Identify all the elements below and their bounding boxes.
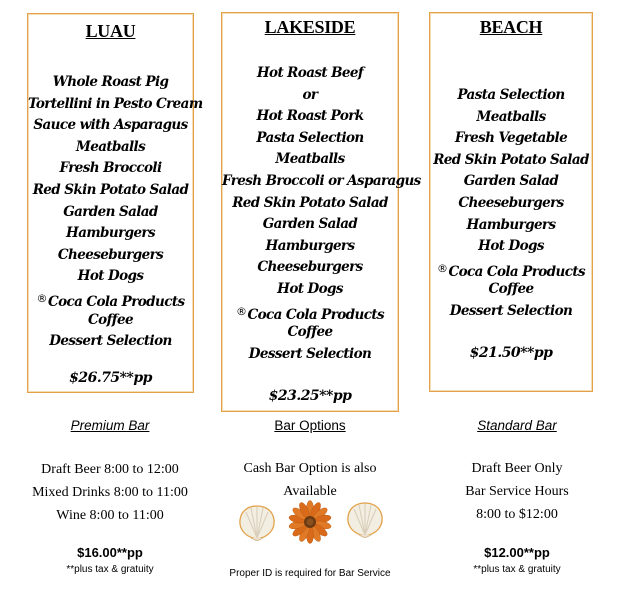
lakeside-menu-item-label: Hot Roast Pork [256, 108, 364, 125]
luau-menu-item-label: Garden Salad [63, 203, 158, 220]
luau-price: $26.75**pp [69, 370, 152, 386]
registered-mark-icon: ® [437, 261, 448, 275]
lakeside-menu-item [222, 128, 398, 150]
lakeside-menu-item [222, 214, 398, 236]
premium-bar-line: Wine 8:00 to 11:00 [56, 508, 164, 523]
premium-bar-line: Mixed Drinks 8:00 to 11:00 [32, 485, 188, 500]
luau-menu-item-label: Whole Roast Pig [52, 74, 169, 90]
beach-menu-item [430, 171, 592, 193]
lakeside-menu-item [222, 85, 398, 107]
luau-item-list [28, 72, 203, 353]
bar-options-note: Proper ID is required for Bar Service [229, 568, 391, 579]
beach-menu-item-label: Hamburgers [466, 216, 556, 233]
lakeside-menu-item-label: Cheeseburgers [257, 259, 363, 276]
premium-bar-title: Premium Bar [70, 418, 150, 433]
beach-menu-item-label: Coca Cola Products [448, 263, 585, 280]
beach-menu-item-label: Cheeseburgers [458, 194, 564, 211]
lakeside-menu-item-label: Hot Dogs [277, 280, 343, 297]
beach-menu-item [430, 301, 592, 323]
standard-bar-note: **plus tax & gratuity [473, 564, 561, 575]
standard-bar-title: Standard Bar [477, 418, 557, 433]
beach-menu-card [429, 12, 593, 392]
lakeside-menu-item-label: Hot Roast Beef [256, 65, 364, 81]
standard-bar-line: Draft Beer Only [471, 461, 563, 476]
luau-menu-item [28, 310, 193, 332]
bar-options-line: Cash Bar Option is also [243, 461, 377, 476]
lakeside-menu-item-label: Pasta Selection [256, 129, 364, 146]
luau-menu-item-label: Tortellini in Pesto Cream [28, 95, 203, 112]
luau-menu-item [28, 266, 193, 288]
bar-options-title: Bar Options [274, 418, 346, 433]
lakeside-menu-item [222, 193, 398, 215]
luau-menu-item [28, 202, 193, 224]
lakeside-menu-item-label: Meatballs [275, 151, 345, 168]
premium-bar-line: Draft Beer 8:00 to 12:00 [41, 462, 179, 477]
beach-menu-item-label: Pasta Selection [457, 87, 565, 103]
premium-bar-price: $16.00**pp [77, 545, 143, 560]
lakeside-menu-item-label: Coca Cola Products [247, 306, 384, 323]
luau-menu-item-label: Hamburgers [66, 225, 155, 242]
lakeside-menu-item [222, 63, 398, 85]
beach-menu-item [430, 107, 592, 129]
luau-menu-item-label: Coca Cola Products [47, 293, 185, 310]
beach-menu-item-label: Red Skin Potato Salad [433, 151, 589, 168]
lakeside-item-list [222, 63, 421, 365]
lakeside-menu-item [222, 344, 398, 366]
beach-menu-item-label: Garden Salad [463, 173, 559, 190]
lakeside-menu-item-label: or [302, 86, 318, 103]
beach-menu-item-label: Meatballs [476, 108, 546, 125]
beach-menu-item-label: Dessert Selection [449, 302, 573, 319]
beach-menu-item-label: Coffee [488, 281, 534, 298]
beach-menu-item [430, 150, 592, 172]
beach-menu-item [430, 193, 592, 215]
lakeside-menu-item [222, 279, 398, 301]
lakeside-menu-item [222, 171, 421, 193]
beach-menu-item [430, 215, 592, 237]
flower-icon [288, 500, 332, 544]
luau-menu-item-label: Coffee [88, 311, 133, 328]
luau-menu-item [28, 158, 193, 180]
beach-menu-item [430, 258, 592, 280]
lakeside-menu-item [222, 149, 398, 171]
lakeside-menu-item-label: Red Skin Potato Salad [232, 194, 388, 211]
lakeside-menu-card [221, 12, 421, 412]
lakeside-menu-item-label: Fresh Broccoli or Asparagus [222, 172, 421, 189]
luau-menu-card [27, 13, 203, 393]
standard-bar-line: 8:00 to $12:00 [476, 507, 558, 522]
luau-menu-item [28, 94, 203, 116]
lakeside-menu-item-label: Coffee [287, 324, 333, 341]
lakeside-menu-item [222, 236, 398, 258]
lakeside-menu-item [222, 257, 398, 279]
luau-menu-item [28, 137, 193, 159]
beach-menu-item [430, 279, 592, 301]
luau-menu-item-label: Fresh Broccoli [59, 160, 162, 177]
bar-options-line: Available [283, 484, 337, 499]
luau-menu-item-label: Meatballs [75, 138, 146, 155]
beach-menu-item [430, 236, 592, 258]
lakeside-price: $23.25**pp [268, 388, 352, 404]
luau-menu-item [28, 223, 193, 245]
luau-menu-item [28, 115, 193, 137]
lakeside-menu-item-label: Hamburgers [265, 237, 355, 254]
beach-menu-item [430, 85, 592, 107]
lakeside-menu-item [222, 106, 398, 128]
beach-item-list [430, 85, 592, 323]
beach-menu-item-label: Fresh Vegetable [454, 130, 568, 147]
shell-icon [237, 503, 277, 541]
beach-price: $21.50**pp [469, 345, 553, 361]
lakeside-menu-item-label: Dessert Selection [248, 345, 372, 362]
luau-menu-item-label: Red Skin Potato Salad [32, 181, 189, 198]
luau-menu-item-label: Cheeseburgers [57, 246, 164, 263]
luau-menu-item-label: Hot Dogs [77, 268, 144, 285]
beach-title: BEACH [479, 17, 543, 37]
standard-bar-line: Bar Service Hours [465, 484, 569, 499]
beach-menu-item [430, 128, 592, 150]
luau-menu-item [28, 245, 193, 267]
luau-menu-item-label: Sauce with Asparagus [33, 117, 188, 134]
registered-mark-icon: ® [236, 304, 247, 318]
lakeside-menu-item [222, 301, 398, 323]
luau-menu-item [28, 288, 193, 310]
lakeside-menu-item [222, 322, 398, 344]
luau-menu-item [28, 331, 193, 353]
luau-menu-item-label: Dessert Selection [49, 333, 172, 350]
premium-bar-note: **plus tax & gratuity [66, 564, 154, 575]
beach-menu-item-label: Hot Dogs [478, 238, 544, 255]
shell-icon [345, 500, 385, 538]
lakeside-title: LAKESIDE [264, 17, 356, 37]
standard-bar-price: $12.00**pp [484, 545, 550, 560]
luau-menu-item [28, 180, 193, 202]
luau-title: LUAU [85, 21, 136, 41]
registered-mark-icon: ® [36, 291, 47, 305]
lakeside-menu-item-label: Garden Salad [262, 216, 358, 233]
luau-menu-item [28, 72, 193, 94]
